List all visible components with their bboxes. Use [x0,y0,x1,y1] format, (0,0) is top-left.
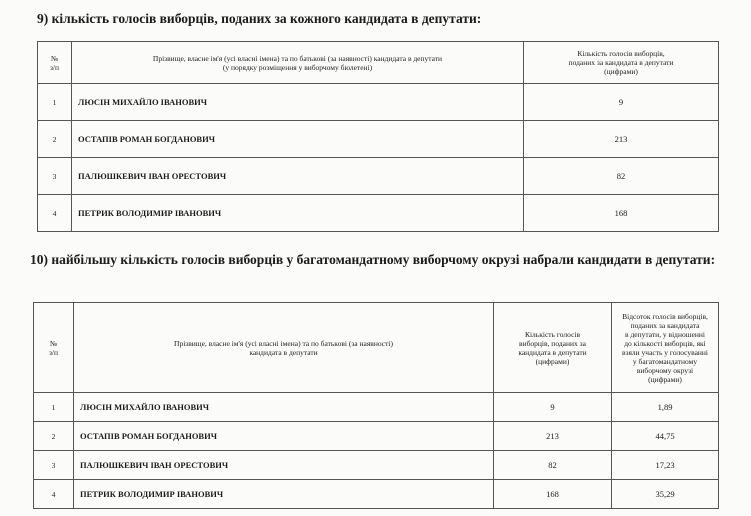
candidate-votes: 168 [524,195,719,232]
candidate-votes: 9 [494,393,612,422]
row-number: 1 [34,393,74,422]
table-row [38,84,719,121]
candidate-name: ОСТАПІВ РОМАН БОГДАНОВИЧ [72,121,524,158]
header-votes-hint: (цифрами) [535,356,570,366]
table-row [34,393,719,422]
candidate-percent: 17,23 [612,451,719,480]
header-number: № з/п [34,303,74,393]
table-row [34,451,719,480]
candidate-name: ПЕТРИК ВОЛОДИМИР ІВАНОВИЧ [72,195,524,232]
top-candidates-table [33,302,719,509]
candidate-name: ЛЮСІН МИХАЙЛО ІВАНОВИЧ [74,393,494,422]
candidate-votes: 82 [524,158,719,195]
candidate-name: ПАЛЮШКЕВИЧ ІВАН ОРЕСТОВИЧ [72,158,524,195]
header-candidate-name-text: Прізвище, власне ім'я (усі власні імена) та по батькові (за наявності) кандидата в депутати [152,53,443,63]
row-number: 1 [38,84,72,121]
candidate-percent: 35,29 [612,480,719,509]
header-votes-text: Кількість голосів виборців, поданих за кандидата в депутати [568,49,674,67]
header-number: № з/п [38,42,72,84]
table-row [38,158,719,195]
header-percent [612,303,719,393]
table-row [34,480,719,509]
header-percent-hint: (цифрами) [648,374,682,384]
row-number: 4 [34,480,74,509]
row-number: 4 [38,195,72,232]
header-votes-text: Кількість голосів виборців, поданих за кандидата в депутати [518,329,587,357]
candidate-percent: 1,89 [612,393,719,422]
row-number: 2 [34,422,74,451]
header-votes [524,42,719,84]
row-number: 3 [34,451,74,480]
candidate-name: ОСТАПІВ РОМАН БОГДАНОВИЧ [74,422,494,451]
header-candidate-name: Прізвище, власне ім'я (усі власні імена) та по батькові (за наявності) кандидата в депутати [74,303,494,393]
candidate-votes: 9 [524,84,719,121]
section-10-heading: 10) найбільшу кількість голосів виборців у багатомандатному виборчому окрузі набрали кандидати в депутати: [30,252,716,267]
table-row [38,121,719,158]
candidate-name: ПАЛЮШКЕВИЧ ІВАН ОРЕСТОВИЧ [74,451,494,480]
header-candidate-name [72,42,524,84]
candidate-votes: 213 [524,121,719,158]
row-number: 2 [38,121,72,158]
table-row [38,195,719,232]
candidate-votes: 213 [494,422,612,451]
row-number: 3 [38,158,72,195]
candidate-percent: 44,75 [612,422,719,451]
header-votes-hint: (цифрами) [604,67,638,76]
candidate-votes: 168 [494,480,612,509]
candidate-votes: 82 [494,451,612,480]
candidate-name: ПЕТРИК ВОЛОДИМИР ІВАНОВИЧ [74,480,494,509]
votes-per-candidate-table [37,41,719,232]
candidate-name: ЛЮСІН МИХАЙЛО ІВАНОВИЧ [72,84,524,121]
header-percent-text: Відсоток голосів виборців, поданих за кандидата в депутати, у відношенні до кількості виборців, які взяли участь у голосуванні у багатомандатному виборчому окрузі [621,311,709,375]
header-votes [494,303,612,393]
header-candidate-name-hint: (у порядку розміщення у виборчому бюлетені) [222,62,373,72]
table-row [34,422,719,451]
section-9-heading: 9) кількість голосів виборців, поданих за кожного кандидата в депутати: [37,11,482,26]
